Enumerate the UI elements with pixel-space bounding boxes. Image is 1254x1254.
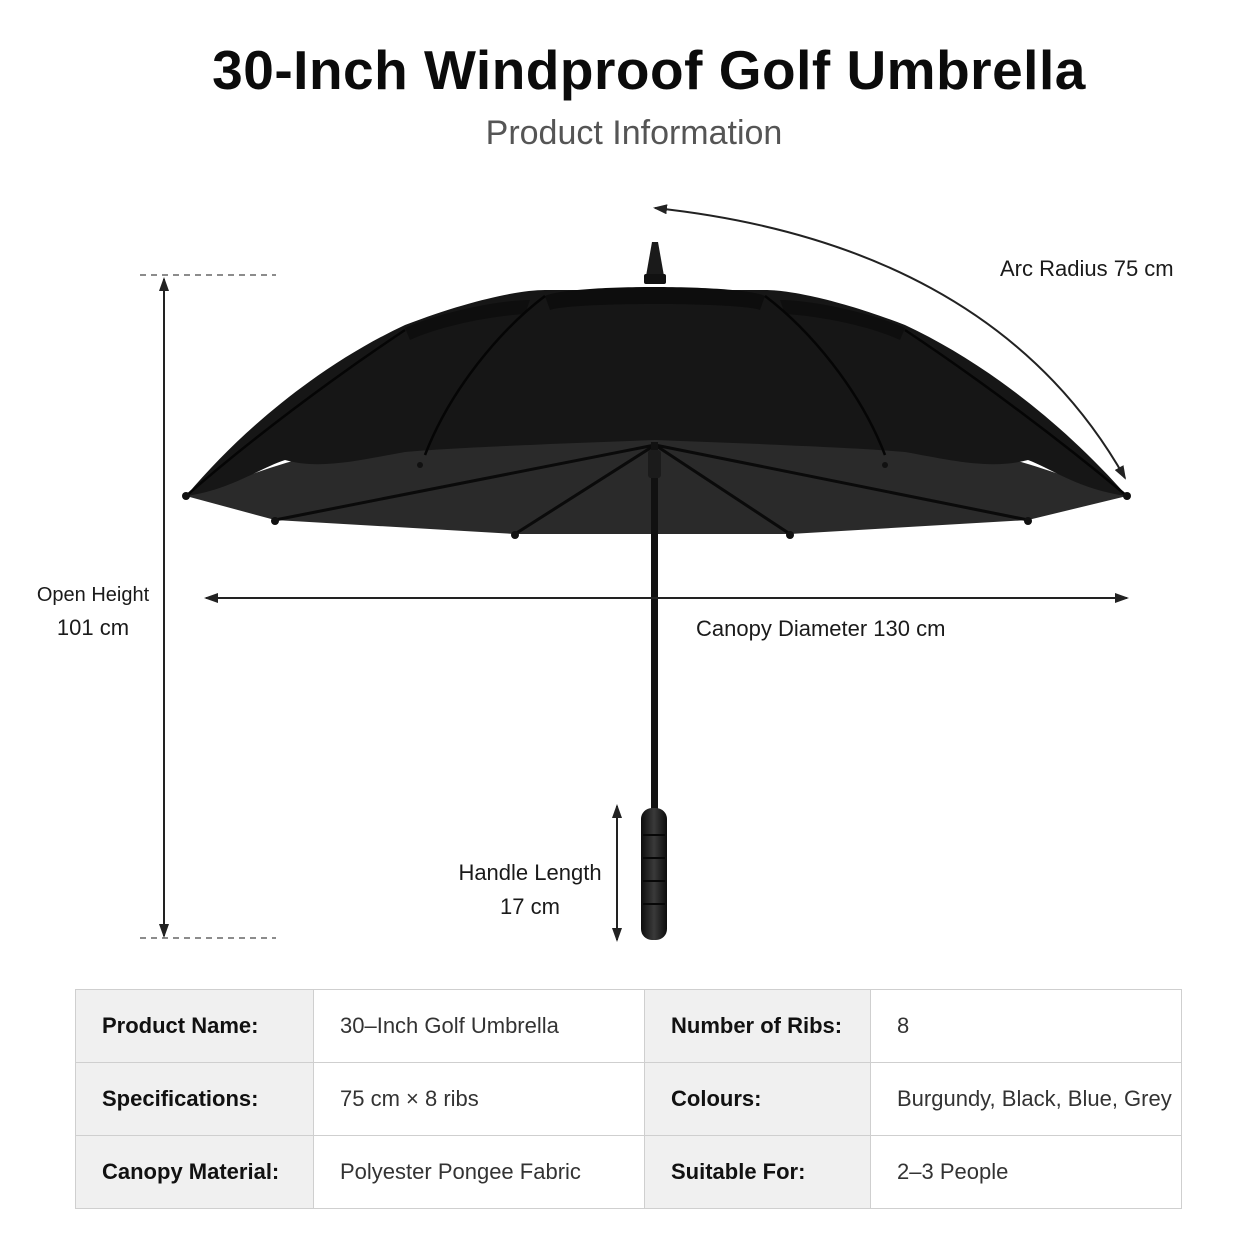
arc-radius-label: Arc Radius 75 cm [1000, 256, 1174, 281]
umbrella-tip [646, 242, 664, 276]
tip-collar [644, 274, 666, 284]
table-row [76, 990, 1182, 1063]
table-row [76, 1063, 1182, 1136]
spec-value: Burgundy, Black, Blue, Grey [871, 1063, 1182, 1136]
canopy-diameter-label: Canopy Diameter 130 cm [696, 616, 946, 641]
spec-value: Polyester Pongee Fabric [314, 1136, 645, 1209]
table-row [76, 1136, 1182, 1209]
spec-key: Canopy Material: [76, 1136, 314, 1209]
handle-length-label [440, 860, 620, 920]
spec-value: 30–Inch Golf Umbrella [314, 990, 645, 1063]
page-subtitle: Product Information [485, 114, 783, 152]
spec-key: Product Name: [76, 990, 314, 1063]
umbrella-shaft [651, 442, 658, 814]
spec-key: Number of Ribs: [645, 990, 871, 1063]
spec-value: 8 [871, 990, 1182, 1063]
open-height-label [18, 584, 168, 641]
open-height-title: Open Height [36, 584, 150, 606]
spec-key: Specifications: [76, 1063, 314, 1136]
handle-length-title: Handle Length [458, 860, 602, 885]
page-title: 30-Inch Windproof Golf Umbrella [212, 39, 1086, 101]
spec-key: Colours: [645, 1063, 871, 1136]
runner [648, 450, 661, 478]
spec-value: 2–3 People [871, 1136, 1182, 1209]
spec-key: Suitable For: [645, 1136, 871, 1209]
open-height-value: 101 cm [56, 615, 130, 640]
spec-value: 75 cm × 8 ribs [314, 1063, 645, 1136]
specs-table [75, 989, 1182, 1209]
umbrella-handle [641, 808, 667, 940]
handle-length-value: 17 cm [500, 894, 560, 919]
